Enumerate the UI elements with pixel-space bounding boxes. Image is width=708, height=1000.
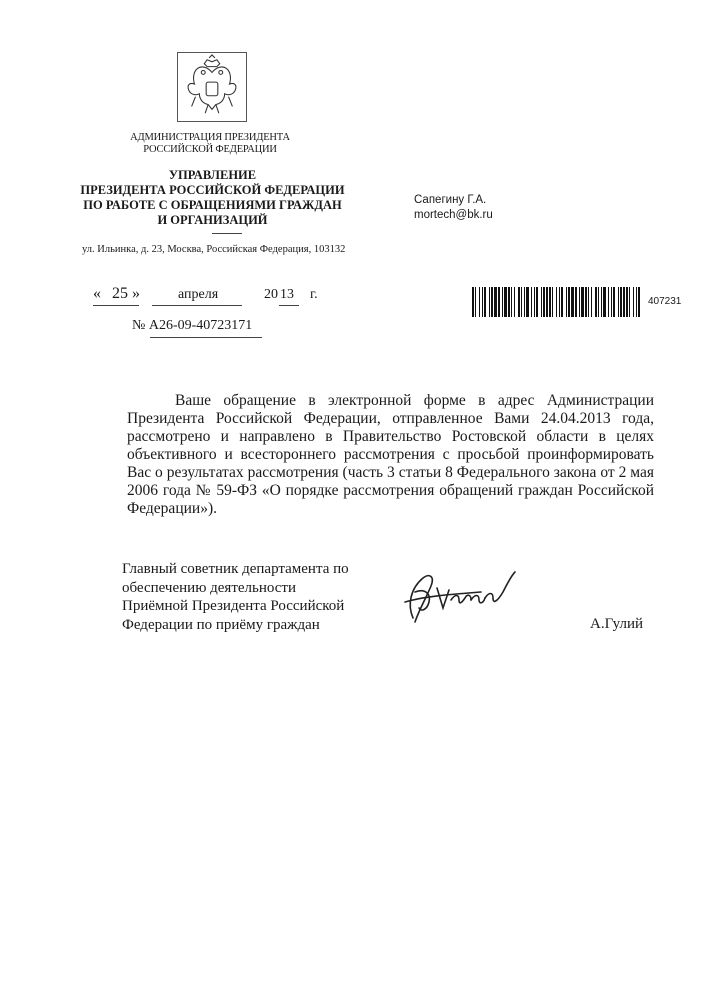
date-month: апреля xyxy=(178,287,219,302)
barcode-bar xyxy=(636,287,637,317)
signatory-title xyxy=(122,560,382,634)
barcode-bar xyxy=(626,287,628,317)
barcode-bar xyxy=(484,287,486,317)
date-day-underline xyxy=(93,305,139,306)
barcode-bar xyxy=(541,287,542,317)
registration-number: № А26-09-40723171 xyxy=(132,318,253,333)
date-century: 20 xyxy=(264,287,278,302)
barcode-bar xyxy=(511,287,512,317)
barcode-bar xyxy=(502,287,503,317)
barcode-bar xyxy=(482,287,483,317)
signatory-title-line-1: Главный советник департамента по xyxy=(122,561,349,577)
header-divider xyxy=(212,233,242,234)
barcode-bar xyxy=(526,287,529,317)
department-line-1: УПРАВЛЕНИЕ xyxy=(168,168,257,182)
barcode-bar xyxy=(514,287,515,317)
sender-address: ул. Ильинка, д. 23, Москва, Российская Федерация, 103132 xyxy=(82,244,346,255)
date-year-underline xyxy=(279,305,299,306)
date-year: 13 xyxy=(280,287,294,302)
barcode-bar xyxy=(638,287,640,317)
date-month-underline xyxy=(152,305,242,306)
signatory-title-line-4: Федерации по приёму граждан xyxy=(122,616,320,633)
date-day: 25 xyxy=(112,285,128,302)
barcode-bar xyxy=(491,287,493,317)
signer-name: А.Гулий xyxy=(590,616,644,632)
barcode-bar xyxy=(472,287,474,317)
date-suffix: г. xyxy=(310,287,318,302)
barcode-bar xyxy=(508,287,510,317)
recipient-name: Сапегину Г.А. xyxy=(414,194,487,206)
coat-of-arms-icon xyxy=(177,52,247,122)
barcode-bar xyxy=(623,287,625,317)
date-open-quote: « xyxy=(93,285,101,302)
barcode-bar xyxy=(598,287,599,317)
barcode-bar xyxy=(588,287,589,317)
barcode-bar xyxy=(552,287,553,317)
body-paragraph: Ваше обращение в электронной форме в адрес Администрации Президента Российской Федерации, отправленное Вами 24.04.2013 года, рассмотрено и направлено в Правительство Ростовской области в целях объективного и всестороннего рассмотрения с просьбой проинформировать Вас о результатах рассмотрения (часть 3 статьи 8 Федерального закона от 2 мая 2006 года № 59-ФЗ «О порядке рассмотрения обращений граждан Российской Федерации»). xyxy=(127,392,654,517)
barcode-bar xyxy=(633,287,634,317)
barcode-bar xyxy=(543,287,545,317)
signatory-title-line-3: Приёмной Президента Российской xyxy=(122,598,345,614)
barcode-bar xyxy=(494,287,497,317)
barcode-bar xyxy=(536,287,538,317)
barcode-bar xyxy=(618,287,619,317)
barcode-bar xyxy=(601,287,602,317)
department-line-2: ПРЕЗИДЕНТА РОССИЙСКОЙ ФЕДЕРАЦИИ xyxy=(80,183,345,197)
signatory-title-line-2: обеспечению деятельности xyxy=(122,579,297,596)
letter-body xyxy=(127,392,654,518)
barcode-bar xyxy=(571,287,574,317)
barcode-bar xyxy=(498,287,500,317)
barcode-bar xyxy=(608,287,609,317)
barcode-bar xyxy=(581,287,584,317)
barcode-bar xyxy=(546,287,548,317)
barcode xyxy=(472,287,640,317)
barcode-bar xyxy=(611,287,612,317)
date-close-quote: » xyxy=(132,285,140,302)
recipient-block xyxy=(414,193,493,223)
barcode-bar xyxy=(479,287,480,317)
barcode-bar xyxy=(475,287,476,317)
administration-name xyxy=(110,132,310,156)
handwritten-signature xyxy=(385,558,535,636)
barcode-bar xyxy=(556,287,557,317)
recipient-email: mortech@bk.ru xyxy=(414,209,493,221)
barcode-bar xyxy=(531,287,532,317)
barcode-bar xyxy=(561,287,563,317)
barcode-bar xyxy=(559,287,560,317)
barcode-bar xyxy=(504,287,507,317)
administration-line-2: РОССИЙСКОЙ ФЕДЕРАЦИИ xyxy=(143,144,277,155)
department-name xyxy=(80,168,345,228)
barcode-bar xyxy=(534,287,535,317)
barcode-bar xyxy=(579,287,580,317)
barcode-bar xyxy=(518,287,520,317)
barcode-bar xyxy=(575,287,577,317)
department-line-3: ПО РАБОТЕ С ОБРАЩЕНИЯМИ ГРАЖДАН xyxy=(83,198,342,212)
barcode-bar xyxy=(566,287,567,317)
department-line-4: И ОРГАНИЗАЦИЙ xyxy=(157,213,268,227)
barcode-bar xyxy=(524,287,525,317)
barcode-bar xyxy=(603,287,606,317)
barcode-bar xyxy=(549,287,551,317)
barcode-bar xyxy=(629,287,630,317)
barcode-bar xyxy=(585,287,587,317)
registration-underline xyxy=(150,337,262,338)
barcode-bar xyxy=(620,287,622,317)
barcode-bar xyxy=(613,287,615,317)
barcode-bar xyxy=(521,287,522,317)
barcode-number: 407231 xyxy=(648,296,682,307)
barcode-bar xyxy=(489,287,490,317)
barcode-bar xyxy=(591,287,592,317)
administration-line-1: АДМИНИСТРАЦИЯ ПРЕЗИДЕНТА xyxy=(130,132,290,143)
barcode-bar xyxy=(568,287,570,317)
barcode-bar xyxy=(595,287,597,317)
